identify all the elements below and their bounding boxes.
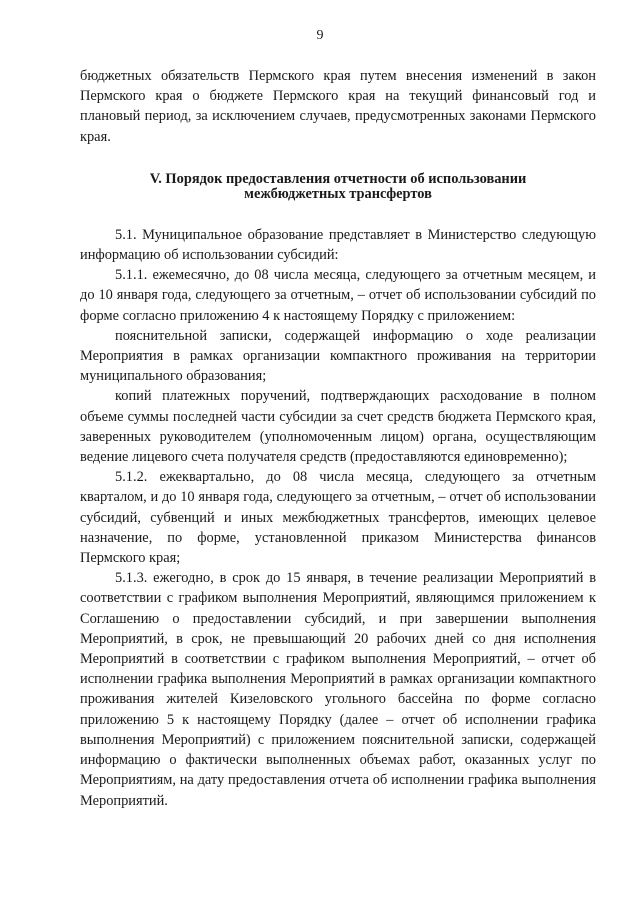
- paragraph-5-1: 5.1. Муниципальное образование представляет в Министерство следующую информацию об использовании субсидий:: [80, 226, 596, 264]
- document-body: [80, 66, 596, 811]
- section-heading-line-1: V. Порядок предоставления отчетности об использовании: [149, 170, 527, 187]
- intro-paragraph: бюджетных обязательств Пермского края путем внесения изменений в закон Пермского края о бюджете Пермского края на текущий финансовый год и плановый период, за исключением случаев, предусмотренных законами Пермского края.: [80, 68, 596, 145]
- section-heading: [80, 172, 596, 202]
- page-number: 9: [316, 28, 324, 43]
- paragraph-5-1-2: 5.1.2. ежеквартально, до 08 числа месяца, следующего за отчетным кварталом, и до 10 января года, следующего за отчетным, – отчет об использовании субсидий, субвенций и иных межбюджетных трансфертов, имеющих целевое назначение, по форме, установленной приказом Министерства финансов Пермского края;: [80, 469, 596, 567]
- paragraph-5-1-3: 5.1.3. ежегодно, в срок до 15 января, в течение реализации Мероприятий в соответствии с графиком выполнения Мероприятий, являющимся приложением к Соглашению о предоставлении субсидий, и при завершении выполнения Мероприятий, в срок, не превышающий 20 рабочих дней со дня исполнения Мероприятий в соответствии с графиком выполнения Мероприятий, – отчет об исполнении графика выполнения Мероприятий в рамках организации компактного проживания жителей Кизеловского угольного бассейна по форме согласно приложению 5 к настоящему Порядку (далее – отчет об исполнении графика выполнения Мероприятий) с приложением пояснительной записки, содержащей информацию о фактически выполненных объемах работ, оказанных услуг по Мероприятиям, на дату предоставления отчета об исполнении графика выполнения Мероприятий.: [80, 570, 596, 809]
- paragraph-5-1-1: 5.1.1. ежемесячно, до 08 числа месяца, следующего за отчетным месяцем, и до 10 января года, следующего за отчетным, – отчет об использовании субсидий по форме согласно приложению 4 к настоящему Порядку с приложением:: [80, 267, 596, 324]
- paragraph-explanatory-note: пояснительной записки, содержащей информацию о ходе реализации Мероприятия в рамках организации компактного проживания на территории муниципального образования;: [80, 327, 596, 385]
- section-heading-line-2: межбюджетных трансфертов: [244, 185, 432, 202]
- paragraph-payment-orders: копий платежных поручений, подтверждающих расходование в полном объеме суммы последней части субсидии за счет средств бюджета Пермского края, заверенных руководителем (уполномоченным лицом) органа, осуществляющим ведение лицевого счета получателя средств (предоставляются единовременно);: [80, 388, 596, 466]
